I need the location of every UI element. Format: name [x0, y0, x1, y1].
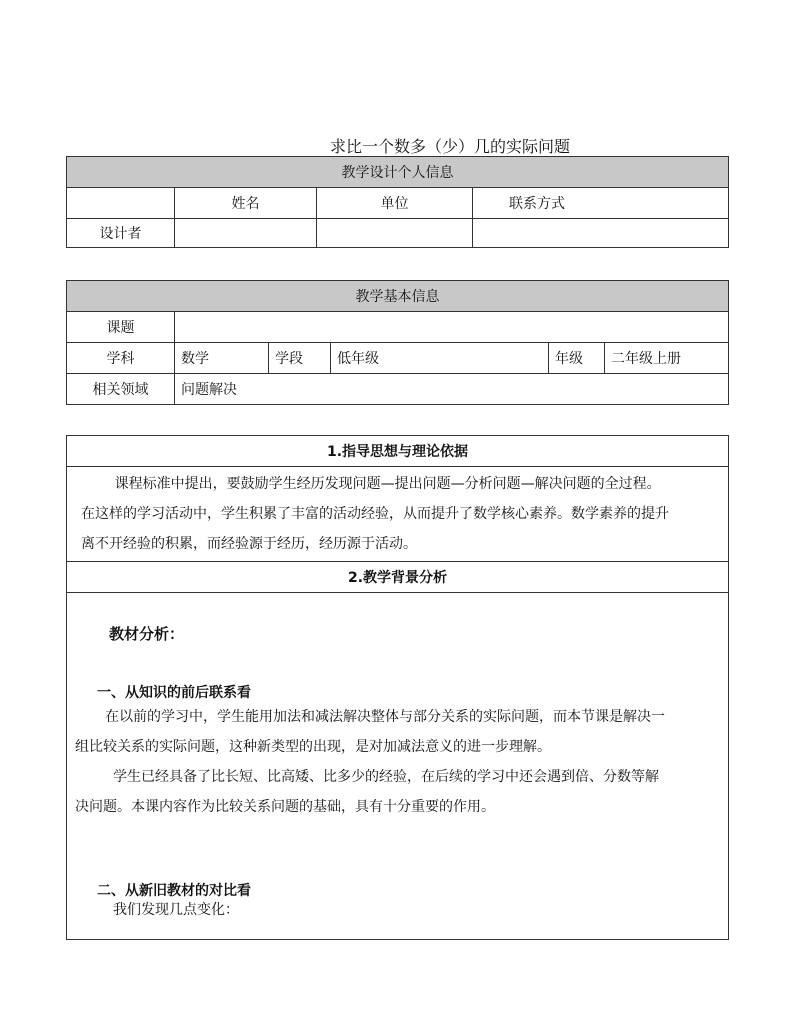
stage-value: 低年级 [331, 343, 549, 374]
designer-name-field[interactable] [175, 219, 317, 248]
stage-label: 学段 [269, 343, 331, 374]
topic-value[interactable] [175, 312, 729, 343]
section2-title: 2.教学背景分析 [67, 562, 729, 593]
section1-title: 1.指导思想与理论依据 [67, 436, 729, 467]
section2-body [67, 593, 729, 940]
designer-unit-field[interactable] [317, 219, 473, 248]
basic-info-table [66, 280, 729, 405]
section1-line1: 课程标准中提出，要鼓励学生经历发现问题—提出问题—分析问题—解决问题的全过程。 [114, 476, 661, 492]
personal-info-header: 教学设计个人信息 [67, 157, 729, 188]
subject-value: 数学 [175, 343, 269, 374]
designer-label: 设计者 [67, 219, 175, 248]
section1-line2: 在这样的学习活动中，学生积累了丰富的活动经验，从而提升了数学核心素养。数学素养的提升 [81, 506, 669, 522]
personal-info-table [66, 156, 729, 248]
col-name: 姓名 [175, 188, 317, 219]
col-contact: 联系方式 [473, 188, 729, 219]
topic-label: 课题 [67, 312, 175, 343]
subject-label: 学科 [67, 343, 175, 374]
para1-line2: 组比较关系的实际问题，这种新类型的出现，是对加减法意义的进一步理解。 [75, 739, 551, 755]
document-title: 求比一个数多（少）几的实际问题 [329, 137, 570, 156]
subsection1-title: 一、从知识的前后联系看 [97, 685, 251, 701]
grade-value: 二年级上册 [605, 343, 729, 374]
section1-line3: 离不开经验的积累，而经验源于经历，经历源于活动。 [81, 536, 417, 552]
subsection2-title: 二、从新旧教材的对比看 [97, 883, 251, 899]
grade-label: 年级 [549, 343, 605, 374]
para3: 我们发现几点变化： [113, 902, 239, 918]
para2-line1: 学生已经具备了比长短、比高矮、比多少的经验，在后续的学习中还会遇到倍、分数等解 [113, 769, 659, 785]
domain-value: 问题解决 [175, 374, 729, 405]
para1-line1: 在以前的学习中，学生能用加法和减法解决整体与部分关系的实际问题，而本节课是解决一 [105, 709, 665, 725]
col-unit: 单位 [317, 188, 473, 219]
section1-body [67, 467, 729, 562]
empty-cell [67, 188, 175, 219]
domain-label: 相关领域 [67, 374, 175, 405]
designer-contact-field[interactable] [473, 219, 729, 248]
material-analysis-title: 教材分析： [109, 625, 185, 643]
basic-info-header: 教学基本信息 [67, 281, 729, 312]
para2-line2: 决问题。本课内容作为比较关系问题的基础，具有十分重要的作用。 [75, 799, 495, 815]
content-table [66, 435, 729, 940]
